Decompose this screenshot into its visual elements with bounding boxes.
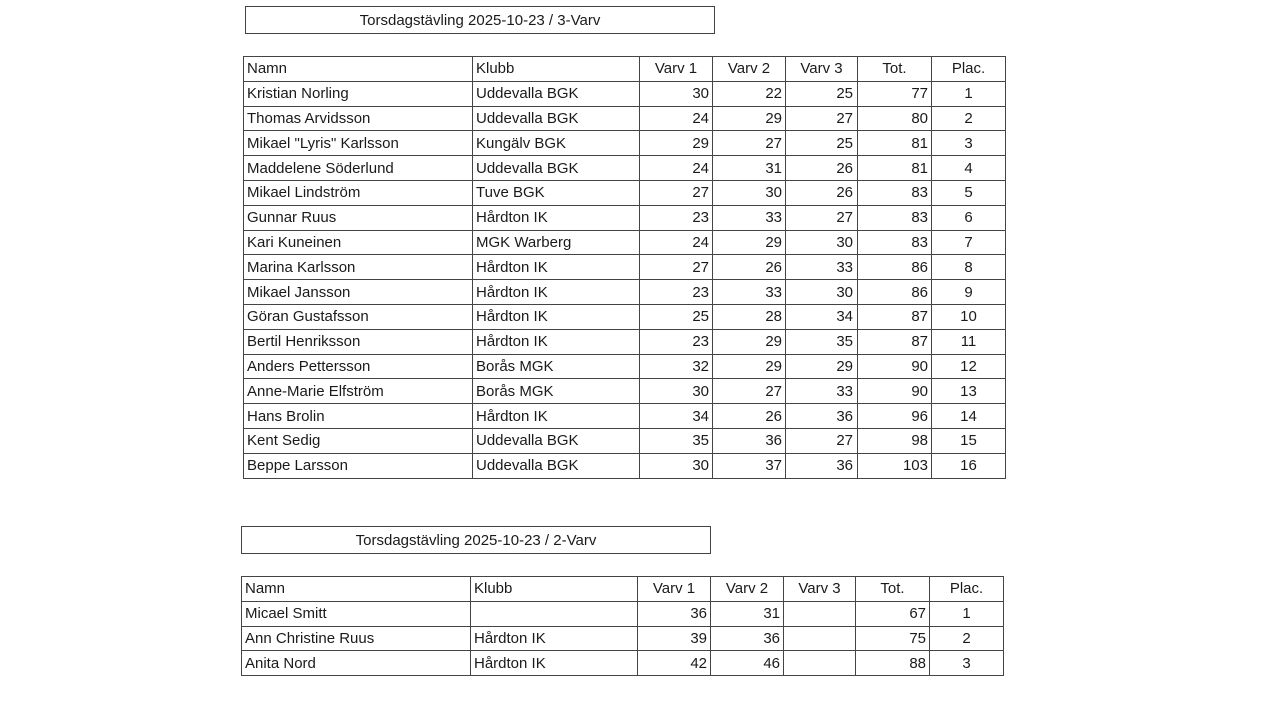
cell-varv-2: 31 bbox=[711, 601, 784, 626]
cell-total: 67 bbox=[856, 601, 930, 626]
cell-varv-1: 36 bbox=[638, 601, 711, 626]
cell-varv-3: 30 bbox=[786, 230, 858, 255]
table-row bbox=[244, 131, 1006, 156]
cell-varv-3: 30 bbox=[786, 280, 858, 305]
cell-varv-2: 37 bbox=[713, 453, 786, 478]
cell-varv-2: 29 bbox=[713, 230, 786, 255]
cell-varv-2: 29 bbox=[713, 106, 786, 131]
header-varv-3: Varv 3 bbox=[786, 57, 858, 82]
header-varv-1: Varv 1 bbox=[640, 57, 713, 82]
cell-placering: 15 bbox=[932, 428, 1006, 453]
cell-club: Uddevalla BGK bbox=[473, 428, 640, 453]
cell-varv-2: 30 bbox=[713, 180, 786, 205]
header-name: Namn bbox=[242, 577, 471, 602]
table-row bbox=[244, 329, 1006, 354]
cell-varv-2: 26 bbox=[713, 404, 786, 429]
cell-total: 98 bbox=[858, 428, 932, 453]
cell-total: 87 bbox=[858, 329, 932, 354]
cell-total: 90 bbox=[858, 379, 932, 404]
cell-placering: 9 bbox=[932, 280, 1006, 305]
header-varv-1: Varv 1 bbox=[638, 577, 711, 602]
cell-name: Maddelene Söderlund bbox=[244, 156, 473, 181]
header-varv-2: Varv 2 bbox=[711, 577, 784, 602]
cell-varv-2: 27 bbox=[713, 379, 786, 404]
cell-club: Uddevalla BGK bbox=[473, 81, 640, 106]
cell-club: Hårdton IK bbox=[473, 304, 640, 329]
table-row bbox=[244, 180, 1006, 205]
cell-club: Hårdton IK bbox=[473, 404, 640, 429]
cell-total: 83 bbox=[858, 180, 932, 205]
cell-varv-3: 29 bbox=[786, 354, 858, 379]
cell-varv-3 bbox=[784, 601, 856, 626]
cell-varv-1: 39 bbox=[638, 626, 711, 651]
cell-club: MGK Warberg bbox=[473, 230, 640, 255]
cell-total: 96 bbox=[858, 404, 932, 429]
cell-varv-2: 36 bbox=[713, 428, 786, 453]
cell-varv-3: 27 bbox=[786, 205, 858, 230]
cell-placering: 14 bbox=[932, 404, 1006, 429]
table-row bbox=[242, 651, 1004, 676]
table-row bbox=[242, 626, 1004, 651]
table-row bbox=[244, 156, 1006, 181]
cell-varv-1: 24 bbox=[640, 230, 713, 255]
cell-varv-3: 25 bbox=[786, 131, 858, 156]
table-header-row bbox=[242, 577, 1004, 602]
table-row bbox=[244, 106, 1006, 131]
cell-placering: 16 bbox=[932, 453, 1006, 478]
cell-varv-3: 33 bbox=[786, 255, 858, 280]
cell-total: 80 bbox=[858, 106, 932, 131]
cell-total: 103 bbox=[858, 453, 932, 478]
cell-club: Hårdton IK bbox=[471, 626, 638, 651]
cell-total: 83 bbox=[858, 205, 932, 230]
cell-varv-1: 32 bbox=[640, 354, 713, 379]
cell-club: Uddevalla BGK bbox=[473, 106, 640, 131]
header-varv-2: Varv 2 bbox=[713, 57, 786, 82]
cell-name: Anita Nord bbox=[242, 651, 471, 676]
cell-name: Göran Gustafsson bbox=[244, 304, 473, 329]
cell-club bbox=[471, 601, 638, 626]
cell-club: Kungälv BGK bbox=[473, 131, 640, 156]
cell-varv-3: 36 bbox=[786, 453, 858, 478]
cell-club: Hårdton IK bbox=[473, 205, 640, 230]
cell-name: Kent Sedig bbox=[244, 428, 473, 453]
results-table-2-varv bbox=[241, 576, 1004, 676]
cell-placering: 3 bbox=[930, 651, 1004, 676]
header-club: Klubb bbox=[471, 577, 638, 602]
cell-varv-3: 26 bbox=[786, 180, 858, 205]
cell-varv-3: 27 bbox=[786, 428, 858, 453]
cell-name: Anders Pettersson bbox=[244, 354, 473, 379]
cell-varv-3 bbox=[784, 626, 856, 651]
table-header-row bbox=[244, 57, 1006, 82]
cell-placering: 8 bbox=[932, 255, 1006, 280]
cell-varv-3: 26 bbox=[786, 156, 858, 181]
cell-total: 77 bbox=[858, 81, 932, 106]
table-row bbox=[244, 354, 1006, 379]
cell-varv-3: 25 bbox=[786, 81, 858, 106]
cell-varv-1: 42 bbox=[638, 651, 711, 676]
cell-name: Kari Kuneinen bbox=[244, 230, 473, 255]
cell-placering: 1 bbox=[930, 601, 1004, 626]
cell-varv-2: 33 bbox=[713, 280, 786, 305]
cell-varv-2: 26 bbox=[713, 255, 786, 280]
table-row bbox=[244, 379, 1006, 404]
cell-club: Tuve BGK bbox=[473, 180, 640, 205]
table-row bbox=[244, 255, 1006, 280]
cell-varv-3: 36 bbox=[786, 404, 858, 429]
cell-varv-3: 27 bbox=[786, 106, 858, 131]
cell-varv-1: 30 bbox=[640, 453, 713, 478]
cell-varv-3: 33 bbox=[786, 379, 858, 404]
cell-name: Ann Christine Ruus bbox=[242, 626, 471, 651]
cell-varv-1: 25 bbox=[640, 304, 713, 329]
cell-total: 86 bbox=[858, 280, 932, 305]
cell-placering: 1 bbox=[932, 81, 1006, 106]
header-total: Tot. bbox=[856, 577, 930, 602]
cell-varv-1: 27 bbox=[640, 255, 713, 280]
cell-club: Hårdton IK bbox=[473, 280, 640, 305]
cell-placering: 12 bbox=[932, 354, 1006, 379]
section-title: Torsdagstävling 2025-10-23 / 3-Varv bbox=[245, 6, 715, 34]
table-row bbox=[242, 601, 1004, 626]
header-placering: Plac. bbox=[930, 577, 1004, 602]
cell-total: 81 bbox=[858, 131, 932, 156]
cell-varv-1: 27 bbox=[640, 180, 713, 205]
cell-varv-2: 33 bbox=[713, 205, 786, 230]
cell-name: Mikael "Lyris" Karlsson bbox=[244, 131, 473, 156]
cell-placering: 2 bbox=[930, 626, 1004, 651]
cell-varv-3: 35 bbox=[786, 329, 858, 354]
cell-club: Hårdton IK bbox=[471, 651, 638, 676]
section-title: Torsdagstävling 2025-10-23 / 2-Varv bbox=[241, 526, 711, 554]
table-row bbox=[244, 205, 1006, 230]
table-row bbox=[244, 453, 1006, 478]
cell-varv-2: 22 bbox=[713, 81, 786, 106]
cell-total: 81 bbox=[858, 156, 932, 181]
cell-varv-2: 36 bbox=[711, 626, 784, 651]
cell-varv-1: 23 bbox=[640, 280, 713, 305]
table-row bbox=[244, 230, 1006, 255]
cell-varv-1: 35 bbox=[640, 428, 713, 453]
header-placering: Plac. bbox=[932, 57, 1006, 82]
cell-placering: 4 bbox=[932, 156, 1006, 181]
cell-name: Beppe Larsson bbox=[244, 453, 473, 478]
cell-varv-2: 29 bbox=[713, 354, 786, 379]
cell-varv-1: 29 bbox=[640, 131, 713, 156]
cell-total: 86 bbox=[858, 255, 932, 280]
cell-varv-1: 24 bbox=[640, 156, 713, 181]
cell-varv-1: 23 bbox=[640, 205, 713, 230]
results-table-3-varv bbox=[243, 56, 1006, 479]
cell-varv-2: 46 bbox=[711, 651, 784, 676]
table-row bbox=[244, 404, 1006, 429]
header-name: Namn bbox=[244, 57, 473, 82]
cell-varv-3 bbox=[784, 651, 856, 676]
cell-varv-1: 24 bbox=[640, 106, 713, 131]
cell-club: Hårdton IK bbox=[473, 255, 640, 280]
cell-club: Hårdton IK bbox=[473, 329, 640, 354]
cell-name: Kristian Norling bbox=[244, 81, 473, 106]
cell-name: Anne-Marie Elfström bbox=[244, 379, 473, 404]
cell-placering: 5 bbox=[932, 180, 1006, 205]
table-row bbox=[244, 304, 1006, 329]
cell-placering: 11 bbox=[932, 329, 1006, 354]
cell-club: Uddevalla BGK bbox=[473, 453, 640, 478]
cell-name: Marina Karlsson bbox=[244, 255, 473, 280]
cell-name: Thomas Arvidsson bbox=[244, 106, 473, 131]
header-varv-3: Varv 3 bbox=[784, 577, 856, 602]
cell-placering: 10 bbox=[932, 304, 1006, 329]
cell-varv-2: 29 bbox=[713, 329, 786, 354]
table-row bbox=[244, 81, 1006, 106]
cell-total: 75 bbox=[856, 626, 930, 651]
cell-club: Borås MGK bbox=[473, 379, 640, 404]
cell-varv-2: 27 bbox=[713, 131, 786, 156]
cell-total: 88 bbox=[856, 651, 930, 676]
cell-name: Bertil Henriksson bbox=[244, 329, 473, 354]
cell-placering: 2 bbox=[932, 106, 1006, 131]
cell-total: 90 bbox=[858, 354, 932, 379]
table-row bbox=[244, 428, 1006, 453]
cell-name: Micael Smitt bbox=[242, 601, 471, 626]
header-total: Tot. bbox=[858, 57, 932, 82]
cell-varv-3: 34 bbox=[786, 304, 858, 329]
cell-varv-1: 23 bbox=[640, 329, 713, 354]
cell-varv-2: 28 bbox=[713, 304, 786, 329]
cell-varv-1: 34 bbox=[640, 404, 713, 429]
cell-club: Uddevalla BGK bbox=[473, 156, 640, 181]
cell-club: Borås MGK bbox=[473, 354, 640, 379]
cell-placering: 3 bbox=[932, 131, 1006, 156]
cell-placering: 7 bbox=[932, 230, 1006, 255]
cell-name: Mikael Lindström bbox=[244, 180, 473, 205]
cell-total: 83 bbox=[858, 230, 932, 255]
cell-name: Hans Brolin bbox=[244, 404, 473, 429]
cell-varv-2: 31 bbox=[713, 156, 786, 181]
cell-total: 87 bbox=[858, 304, 932, 329]
cell-varv-1: 30 bbox=[640, 81, 713, 106]
cell-name: Mikael Jansson bbox=[244, 280, 473, 305]
cell-placering: 13 bbox=[932, 379, 1006, 404]
cell-varv-1: 30 bbox=[640, 379, 713, 404]
header-club: Klubb bbox=[473, 57, 640, 82]
table-row bbox=[244, 280, 1006, 305]
cell-name: Gunnar Ruus bbox=[244, 205, 473, 230]
cell-placering: 6 bbox=[932, 205, 1006, 230]
